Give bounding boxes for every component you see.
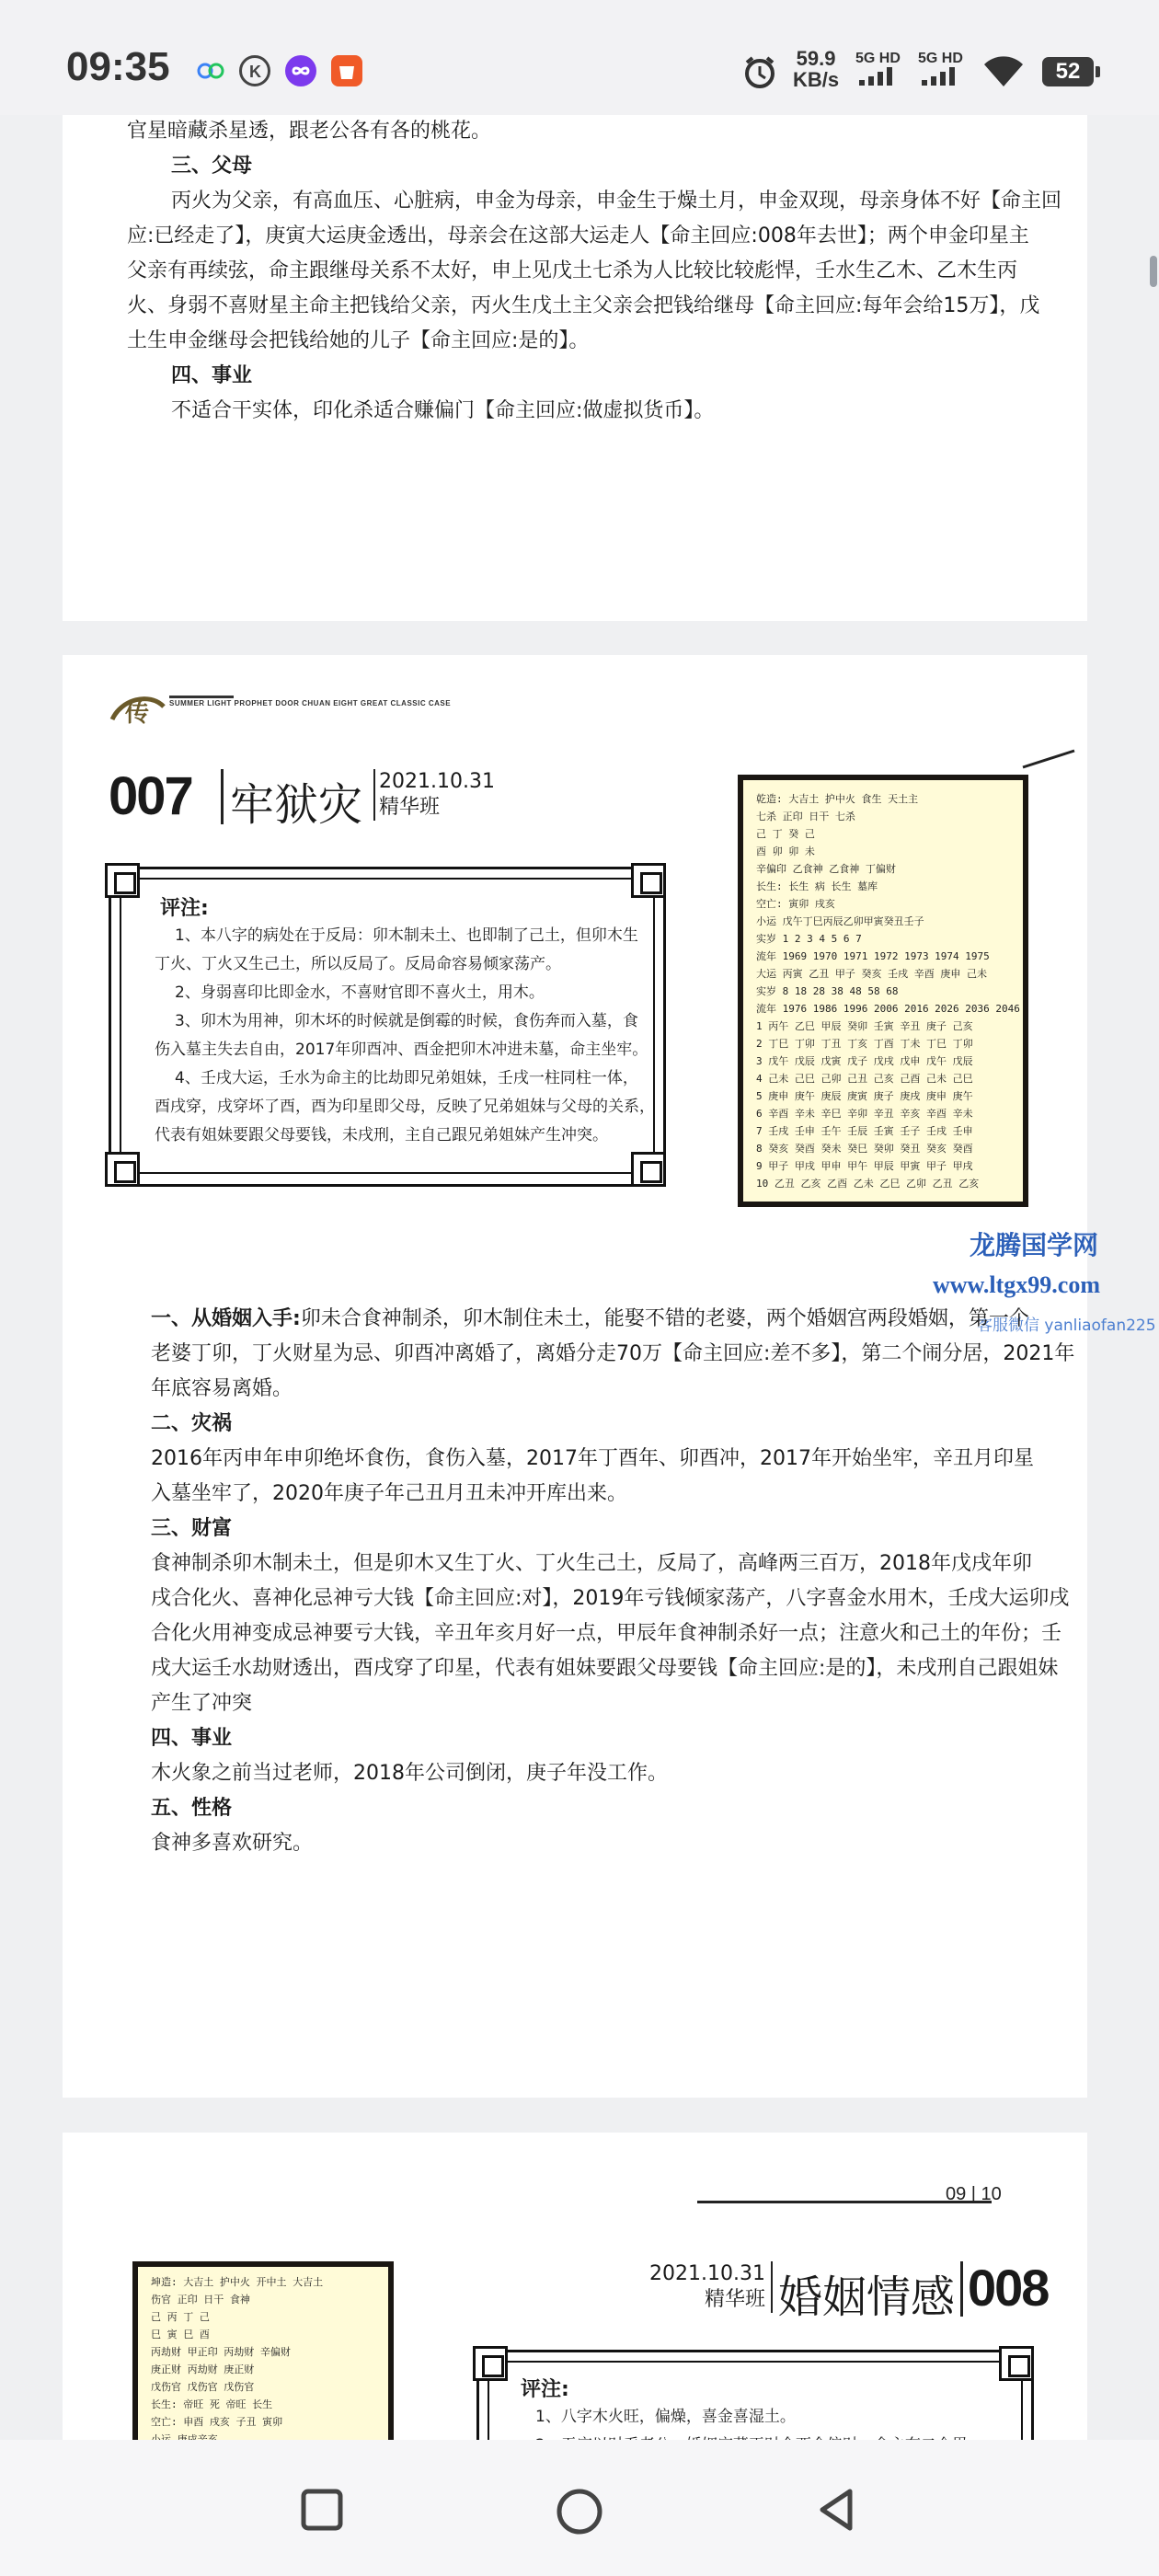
back-button[interactable] bbox=[809, 2482, 865, 2541]
chart-row: 戊伤官 戊伤官 戊伤官 bbox=[151, 2381, 255, 2393]
document-page-1 bbox=[63, 115, 1087, 621]
bazi-chart-image bbox=[132, 2261, 394, 2466]
case-number: 008 bbox=[968, 2259, 1049, 2317]
chart-row: 9 甲子 甲戌 甲申 甲午 甲辰 甲寅 甲子 甲戌 bbox=[756, 1160, 973, 1172]
chart-row: 1 丙午 乙巳 甲辰 癸卯 壬寅 辛丑 庚子 己亥 bbox=[756, 1020, 973, 1032]
chart-row: 5 庚申 庚午 庚辰 庚寅 庚子 庚戌 庚申 庚午 bbox=[756, 1090, 973, 1102]
k-app-icon bbox=[239, 55, 270, 86]
section-heading-career: 四、事业 bbox=[171, 364, 253, 387]
section-heading-wealth: 三、财富 bbox=[151, 1517, 233, 1540]
text-line: 年底容易离婚。 bbox=[151, 1377, 293, 1400]
chart-row: 丙劫财 甲正印 丙劫财 辛偏财 bbox=[151, 2346, 291, 2358]
speed-value: 59.9 bbox=[796, 47, 836, 70]
frame-corner bbox=[473, 2346, 508, 2381]
text-line: 应:已经走了】，庚寅大运庚金透出，母亲会在这部大运走人【命主回应:008年去世】；两个申金印星主 bbox=[127, 224, 1029, 247]
text-line: 戌大运壬水劫财透出，酉戌穿了印星，代表有姐妹要跟父母要钱【命主回应:是的】，未戌刑自己跟姐妹 bbox=[151, 1657, 1059, 1680]
title-divider bbox=[221, 769, 224, 824]
frame-corner bbox=[631, 1152, 666, 1187]
back-triangle-icon bbox=[809, 2482, 865, 2537]
case-meta bbox=[637, 2261, 765, 2313]
comment-body bbox=[155, 922, 655, 1150]
text-span: 卯未合食神制杀，卯木制住未土，能娶不错的老婆，两个婚姻宫两段婚姻，第一个 bbox=[300, 1307, 1029, 1330]
chart-row: 七杀 正印 日干 七杀 bbox=[756, 811, 855, 822]
header-banner: SUMMER LIGHT PROPHET DOOR CHUAN EIGHT GREAT CLASSIC CASE bbox=[169, 699, 452, 707]
chart-row: 乾造: 大吉土 护中火 食生 天土主 bbox=[756, 793, 919, 805]
text-line: 合化火用神变成忌神要亏大钱，辛丑年亥月好一点，甲辰年食神制杀好一点；注意火和己土的年份；壬 bbox=[151, 1622, 1062, 1645]
section-heading-disaster: 二、灾祸 bbox=[151, 1412, 233, 1435]
case-title: 婚姻情感 bbox=[778, 2271, 956, 2323]
chart-row: 长生: 帝旺 死 帝旺 长生 bbox=[151, 2398, 273, 2410]
header-rule bbox=[169, 696, 234, 698]
status-bar bbox=[0, 0, 1159, 115]
comment-line: 2、身弱喜印比即金水，不喜财官即不喜火土，用木。 bbox=[175, 983, 545, 1002]
text-line bbox=[151, 1303, 1029, 1336]
document-page-3 bbox=[63, 2133, 1087, 2445]
watermark-site: 龙腾国学网 bbox=[970, 1230, 1099, 1260]
chart-row: 6 辛酉 辛未 辛巳 辛卯 辛丑 辛亥 辛酉 辛未 bbox=[756, 1108, 973, 1120]
text-line: 父亲有再续弦，命主跟继母关系不太好，申上见戊土七杀为人比较比较彪悍，壬水生乙木、乙木生丙 bbox=[127, 259, 1018, 282]
square-icon bbox=[294, 2482, 350, 2537]
comment-title: 评注: bbox=[521, 2378, 569, 2401]
comment-line: 4、壬戌大运，壬水为命主的比劫即兄弟姐妹，壬戌一柱同柱一体， bbox=[175, 1069, 638, 1087]
case-date: 2021.10.31 bbox=[379, 770, 495, 793]
text-line: 2016年丙申年申卯绝坏食伤，食伤入墓，2017年丁酉年、卯酉冲，2017年开始坐牢，辛丑月印星 bbox=[151, 1447, 1034, 1470]
case-meta bbox=[379, 769, 495, 821]
frame-corner bbox=[105, 1152, 140, 1187]
case-date: 2021.10.31 bbox=[649, 2262, 765, 2285]
text-line: 木火象之前当过老师，2018年公司倒闭，庚子年没工作。 bbox=[151, 1762, 668, 1785]
text-line: 产生了冲突 bbox=[151, 1692, 253, 1715]
chart-row: 长生: 长生 病 长生 墓库 bbox=[756, 880, 878, 892]
chart-row: 实岁 8 18 28 38 48 58 68 bbox=[756, 985, 899, 997]
chart-row: 空亡: 寅卯 戌亥 bbox=[756, 898, 835, 910]
chart-row: 流年 1969 1970 1971 1972 1973 1974 1975 bbox=[756, 950, 990, 962]
chart-row: 坤造: 大吉土 护中火 开中土 大吉土 bbox=[151, 2276, 324, 2288]
section-heading-parents: 三、父母 bbox=[171, 155, 253, 178]
chart-row: 4 己未 己巳 己卯 己丑 己亥 己酉 己未 己巳 bbox=[756, 1073, 973, 1085]
comment-line: 酉戌穿，戌穿坏了酉，酉为印星即父母，反映了兄弟姐妹与父母的关系， bbox=[155, 1098, 655, 1116]
text-line: 火、身弱不喜财星主命主把钱给父亲，丙火生戊土主父亲会把钱给继母【命主回应:每年会给15万】，戊 bbox=[127, 294, 1040, 317]
page-numbers: 09 | 10 bbox=[946, 2184, 1002, 2204]
case-class: 精华班 bbox=[379, 796, 441, 819]
chart-row: 酉 卯 卯 未 bbox=[756, 845, 815, 857]
text-line: 丙火为父亲，有高血压、心脏病，申金为母亲，申金生于燥土月，申金双现，母亲身体不好【命主回 bbox=[171, 190, 1062, 213]
app-notification-icon bbox=[195, 55, 226, 86]
chart-row: 己 丁 癸 己 bbox=[756, 828, 815, 840]
recent-apps-button[interactable] bbox=[294, 2482, 350, 2541]
infinity-app-icon bbox=[285, 55, 316, 86]
scrollbar-thumb[interactable] bbox=[1150, 256, 1157, 287]
chart-row: 空亡: 申酉 戌亥 子丑 寅卯 bbox=[151, 2416, 283, 2428]
signal-2 bbox=[918, 50, 968, 90]
signal-1 bbox=[855, 50, 905, 90]
case-number: 007 bbox=[109, 766, 192, 826]
battery-indicator: 52 bbox=[1042, 57, 1094, 86]
chart-row: 小运 戊午丁巳丙辰乙卯甲寅癸丑壬子 bbox=[756, 915, 924, 927]
comment-line: 1、本八字的病处在于反局：卯木制未土、也即制了己土，但卯木生 bbox=[175, 926, 638, 945]
text-line: 不适合干实体，印化杀适合赚偏门【命主回应:做虚拟货币】。 bbox=[171, 399, 715, 422]
chart-row: 实岁 1 2 3 4 5 6 7 bbox=[756, 933, 862, 945]
shopping-app-icon bbox=[331, 55, 362, 86]
chart-row: 8 癸亥 癸酉 癸未 癸巳 癸卯 癸丑 癸亥 癸酉 bbox=[756, 1143, 973, 1155]
chart-row: 2 丁巳 丁卯 丁丑 丁亥 丁酉 丁未 丁巳 丁卯 bbox=[756, 1038, 973, 1050]
speed-unit: KB/s bbox=[793, 68, 840, 91]
watermark-wechat: 客服微信 yanliaofan225 bbox=[977, 1317, 1156, 1335]
title-divider bbox=[771, 2261, 773, 2313]
section-heading-career: 四、事业 bbox=[151, 1727, 233, 1750]
home-button[interactable] bbox=[550, 2482, 609, 2545]
comment-line: 代表有姐妹要跟父母要钱，未戌刑，主自己跟兄弟姐妹产生冲突。 bbox=[155, 1126, 608, 1144]
comment-line: 3、卯木为用神，卯木坏的时候就是倒霉的时候，食伤奔而入墓，食 bbox=[175, 1012, 638, 1030]
text-line: 食神多喜欢研究。 bbox=[151, 1832, 314, 1855]
svg-text:K: K bbox=[249, 63, 261, 81]
status-time: 09:35 bbox=[66, 44, 170, 89]
comment-line: 1、八字木火旺，偏燥，喜金喜湿土。 bbox=[535, 2408, 796, 2426]
navigation-bar bbox=[0, 2440, 1159, 2576]
signal-2-label: 5G HD bbox=[918, 51, 963, 66]
bazi-chart-image bbox=[738, 775, 1028, 1207]
comment-line: 丁火、丁火又生己土，所以反局了。反局命容易倾家荡产。 bbox=[155, 955, 561, 973]
chart-row: 庚正财 丙劫财 庚正财 bbox=[151, 2363, 255, 2375]
signal-bars-2-icon bbox=[918, 67, 968, 86]
chart-row: 3 戊午 戊辰 戊寅 戊子 戊戌 戊申 戊午 戊辰 bbox=[756, 1055, 973, 1067]
chart-row: 伤官 正印 日干 食神 bbox=[151, 2294, 250, 2306]
book-logo-icon bbox=[107, 690, 169, 734]
decorative-pen-stroke bbox=[1021, 747, 1076, 771]
title-divider-2 bbox=[960, 2261, 963, 2317]
comment-title: 评注: bbox=[160, 897, 209, 920]
document-page-2 bbox=[63, 655, 1156, 2098]
chart-row: 己 丙 丁 己 bbox=[151, 2311, 210, 2323]
text-line: 官星暗藏杀星透，跟老公各有各的桃花。 bbox=[127, 120, 492, 143]
svg-text:传: 传 bbox=[125, 700, 150, 728]
chart-row: 10 乙丑 乙亥 乙酉 乙未 乙巳 乙卯 乙丑 乙亥 bbox=[756, 1178, 980, 1190]
section-heading-personality: 五、性格 bbox=[151, 1797, 233, 1820]
frame-corner bbox=[105, 863, 140, 898]
watermark-url: www.ltgx99.com bbox=[933, 1271, 1100, 1298]
section-heading-marriage: 一、从婚姻入手: bbox=[151, 1307, 301, 1330]
alarm-icon bbox=[741, 53, 778, 94]
chart-row: 流年 1976 1986 1996 2006 2016 2026 2036 2046 bbox=[756, 1003, 1020, 1015]
title-divider-2 bbox=[373, 769, 375, 821]
signal-bars-1-icon bbox=[855, 67, 905, 86]
case-title: 牢狱灾 bbox=[230, 779, 363, 831]
frame-corner bbox=[631, 863, 666, 898]
text-line: 食神制杀卯木制未土，但是卯木又生丁火、丁火生己土，反局了，高峰两三百万，2018年戊戌年卯 bbox=[151, 1552, 1032, 1575]
comment-line: 伤入墓主失去自由，2017年卯酉冲、酉金把卯木冲进未墓，命主坐牢。 bbox=[155, 1041, 648, 1059]
text-line: 入墓坐牢了，2020年庚子年己丑月丑未冲开库出来。 bbox=[151, 1482, 627, 1505]
text-line: 老婆丁卯，丁火财星为忌、卯酉冲离婚了，离婚分走70万【命主回应:差不多】，第二个闹分居，2021年 bbox=[151, 1342, 1075, 1365]
signal-1-label: 5G HD bbox=[855, 51, 901, 66]
chart-row: 辛偏印 乙食神 乙食神 丁偏财 bbox=[756, 863, 896, 875]
text-line: 土生申金继母会把钱给她的儿子【命主回应:是的】。 bbox=[127, 329, 590, 352]
text-line: 戌合化火、喜神化忌神亏大钱【命主回应:对】，2019年亏钱倾家荡产，八字喜金水用木，壬戌大运卯戌 bbox=[151, 1587, 1070, 1610]
wifi-icon bbox=[982, 53, 1025, 92]
network-speed bbox=[793, 48, 839, 90]
circle-icon bbox=[550, 2482, 609, 2541]
chart-row: 巳 寅 巳 酉 bbox=[151, 2329, 210, 2340]
chart-row: 大运 丙寅 乙丑 甲子 癸亥 壬戌 辛酉 庚申 己未 bbox=[756, 968, 987, 980]
case-class: 精华班 bbox=[704, 2288, 765, 2311]
frame-corner bbox=[999, 2346, 1034, 2381]
chart-row: 7 壬戌 壬申 壬午 壬辰 壬寅 壬子 壬戌 壬申 bbox=[756, 1125, 973, 1137]
